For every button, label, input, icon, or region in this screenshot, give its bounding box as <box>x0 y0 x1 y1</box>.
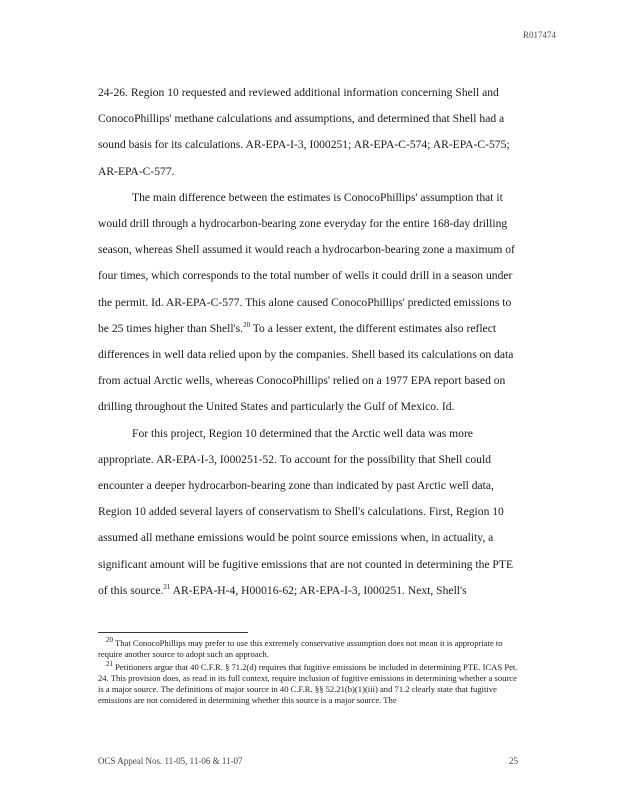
footnote-21 <box>98 662 518 706</box>
paragraph-1: 24-26. Region 10 requested and reviewed additional information concerning Shell and ConocoPhillips' methane calculations and assumptions, and determined that Shell had a sound basis for its calculations. AR-EPA-I-3, I000251; AR-EPA-C-574; AR-EPA-C-575; AR-EPA-C-577. <box>98 86 510 178</box>
footnote-ref-21[interactable]: 21 <box>163 583 171 591</box>
page-footer <box>98 756 518 766</box>
paragraph-2 <box>98 185 518 421</box>
footnote-mark: 20 <box>106 636 113 645</box>
footnote-text: That ConocoPhillips may prefer to use this extremely conservative assumption does not mean it is appropriate to require another source to adopt such an approach. <box>98 638 503 659</box>
footnote-20 <box>98 638 518 660</box>
footnote-mark: 21 <box>106 660 113 669</box>
paragraph-3-text: For this project, Region 10 determined that the Arctic well data was more appropriate. AR-EPA-I-3, I000251-52. To account for the possibility that Shell could encounter a deeper hydrocarbon-bearing zone than indicated by past Arctic well data, Region 10 added several layers of conservatism to Shell's calculations. First, Region 10 assumed all methane emissions would be point source emissions when, in actuality, a significant amount will be fugitive emissions that are not counted in determining the PTE of this source. <box>98 426 514 597</box>
paragraph-2-cont: To a lesser extent, the different estimates also reflect differences in well data relied upon by the companies. Shell based its calculations on data from actual Arctic wells, whereas ConocoPhillips' relied on a 1977 EPA report based on drilling throughout the United States and particularly the Gulf of Mexico. Id. <box>98 321 514 414</box>
paragraph-3 <box>98 421 518 604</box>
paragraph-2-text: The main difference between the estimates is ConocoPhillips' assumption that it would drill through a hydrocarbon-bearing zone everyday for the entire 168-day drilling season, whereas Shell assumed it would reach a hydrocarbon-bearing zone a maximum of four times, which corresponds to the total number of wells it could drill in a season under the permit. Id. AR-EPA-C-577. This alone caused ConocoPhillips' predicted emissions to be 25 times higher than Shell's. <box>98 190 515 335</box>
footnote-ref-20[interactable]: 20 <box>243 320 251 329</box>
page-number: 25 <box>509 756 518 766</box>
document-id: R017474 <box>522 30 556 40</box>
footnote-divider <box>98 632 248 633</box>
paragraph-3-cont: AR-EPA-H-4, H00016-62; AR-EPA-I-3, I000251. Next, Shell's <box>172 583 467 597</box>
body-text <box>98 80 518 604</box>
footnotes <box>98 638 518 708</box>
footnote-text: Petitioners argue that 40 C.F.R. § 71.2(d) requires that fugitive emissions be included in determining PTE. ICAS Pet. 24. This provision does, as read in its full context, require inclusion of fugitive emissions in determining whether a source is a major source. The definitions of major source in 40 C.F.R. §§ 52.21(b)(1)(iii) and 71.2 clearly state that fugitive emissions are not considered in determining whether this source is a major source. The <box>98 662 518 705</box>
footer-case-number: OCS Appeal Nos. 11-05, 11-06 & 11-07 <box>98 756 243 766</box>
